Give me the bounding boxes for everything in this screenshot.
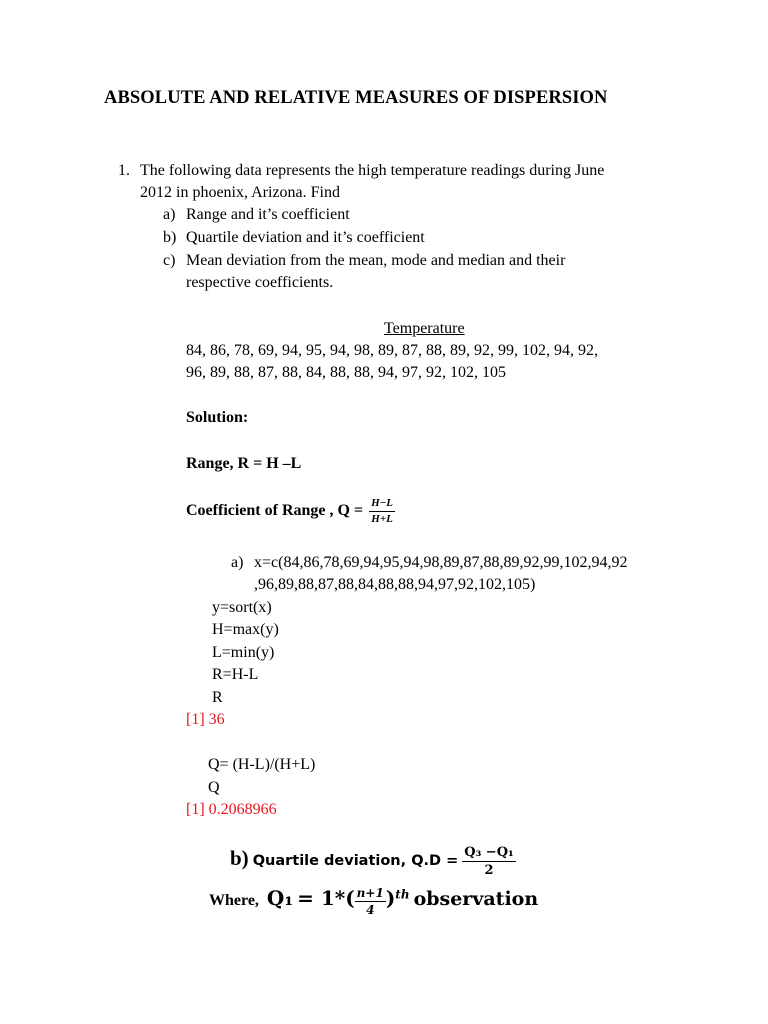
fraction-denominator: H+L [371, 513, 393, 525]
observation-word: observation [413, 888, 539, 910]
part-c-text: Mean deviation from the mean, mode and median and their [186, 252, 566, 269]
where-line [209, 886, 538, 916]
code-line-max: H=max(y) [212, 621, 279, 638]
code-line-range: R=H-L [212, 666, 259, 683]
code-line-min: L=min(y) [212, 644, 275, 661]
where-fraction [355, 887, 386, 916]
quartile-deviation-heading [230, 846, 516, 877]
coefficient-of-range [186, 498, 395, 525]
code-output-q: [1] 0.2068966 [186, 801, 277, 818]
where-equals: = 1*( [297, 886, 355, 910]
quartile-deviation-text: Quartile deviation, Q.D = [252, 853, 459, 870]
fraction-numerator: n+1 [356, 885, 384, 900]
part-b-text: Quartile deviation and it’s coefficient [186, 229, 425, 246]
part-b-label: b) [163, 229, 177, 246]
fraction-numerator: Q₃ −Q₁ [464, 845, 514, 860]
part-c-label: c) [163, 252, 176, 269]
coefficient-of-range-label: Coefficient of Range , Q = [186, 502, 364, 520]
q1-symbol: Q₁ [266, 886, 294, 910]
where-close-paren: ) [385, 886, 396, 910]
page-title: ABSOLUTE AND RELATIVE MEASURES OF DISPERSION [104, 88, 608, 108]
code-line-1: x=c(84,86,78,69,94,95,94,98,89,87,88,89,92,99,102,94,92 [254, 554, 628, 571]
th-superscript: th [395, 887, 410, 902]
code-line-2: ,96,89,88,87,88,84,88,88,94,97,92,102,105) [254, 576, 536, 593]
fraction-denominator: 4 [366, 902, 375, 917]
data-header: Temperature [384, 320, 465, 337]
code-output-range: [1] 36 [186, 711, 225, 728]
data-line-2: 96, 89, 88, 87, 88, 84, 88, 88, 94, 97, 92, 102, 105 [186, 364, 506, 381]
coefficient-of-range-fraction [369, 498, 395, 525]
code-line-print-q: Q [208, 779, 220, 796]
solution-label: Solution: [186, 409, 249, 426]
code-part-label: a) [231, 554, 244, 571]
part-a-label: a) [163, 206, 176, 223]
question-line-2: 2012 in phoenix, Arizona. Find [140, 184, 340, 201]
question-number: 1. [118, 162, 130, 179]
fraction-denominator: 2 [484, 863, 494, 878]
code-line-sort: y=sort(x) [212, 599, 272, 616]
fraction-numerator: H−L [369, 498, 395, 512]
where-label: Where, [209, 892, 259, 909]
part-b-heading-label: b) [230, 846, 249, 871]
data-line-1: 84, 86, 78, 69, 94, 95, 94, 98, 89, 87, 88, 89, 92, 99, 102, 94, 92, [186, 342, 598, 359]
range-formula: Range, R = H –L [186, 455, 302, 472]
part-c-text-line-2: respective coefficients. [186, 274, 334, 291]
quartile-deviation-fraction [462, 846, 515, 877]
code-line-print-r: R [212, 689, 223, 706]
part-a-text: Range and it’s coefficient [186, 206, 350, 223]
code-line-q: Q= (H-L)/(H+L) [208, 756, 316, 773]
question-line-1: The following data represents the high temperature readings during June [140, 162, 605, 179]
